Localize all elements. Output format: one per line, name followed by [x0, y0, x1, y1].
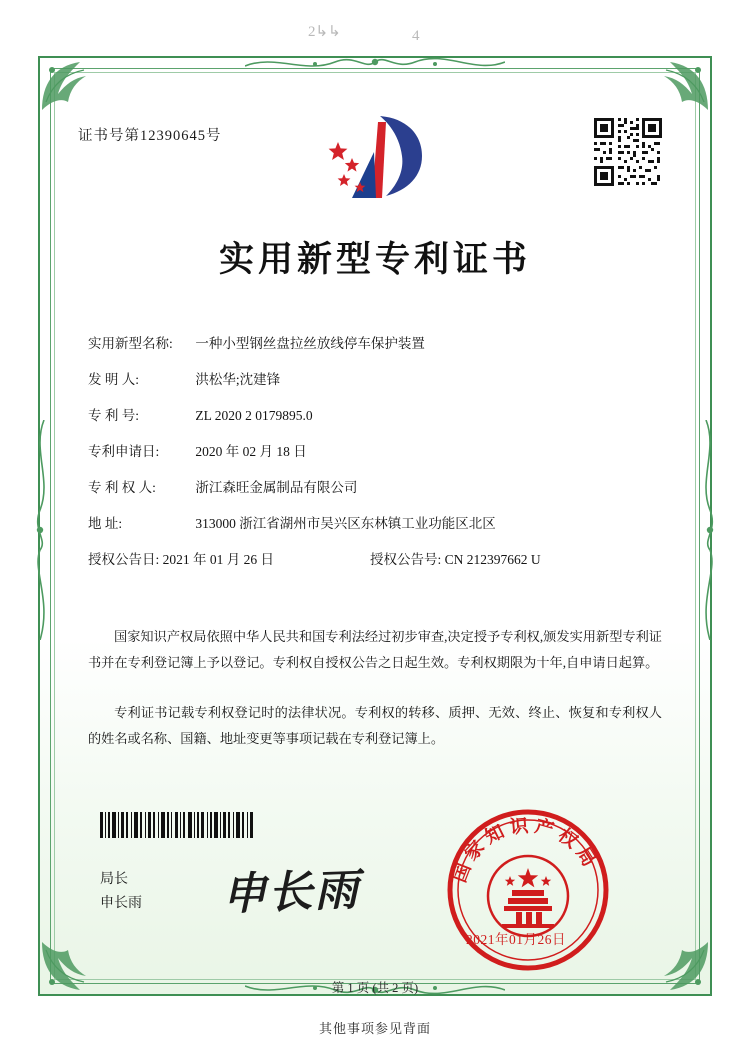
field-label: 发 明 人:: [88, 372, 140, 387]
cnipa-emblem-icon: [322, 112, 430, 210]
top-mark-1: 2↳↳: [308, 24, 341, 40]
seal-date: 2021年01月26日: [466, 932, 566, 947]
grant-number-label: 授权公告号:: [370, 552, 442, 567]
grant-date-value: 2021 年 01 月 26 日: [162, 552, 275, 567]
paragraph-text: 专利证书记载专利权登记时的法律状况。专利权的转移、质押、无效、终止、恢复和专利权人的姓名或名称、国籍、地址变更等事项记载在专利登记簿上。: [88, 705, 662, 746]
right-border-ornament-icon: [698, 420, 720, 640]
corner-ornament-icon: [40, 58, 94, 112]
page-title: 实用新型专利证书: [218, 240, 531, 279]
director-name-label: 申长雨: [100, 896, 142, 911]
field-value: 一种小型钢丝盘拉丝放线停车保护装置: [195, 336, 425, 351]
left-border-ornament-icon: [30, 420, 52, 640]
page-indicator: 第 1 页 (共 2 页): [331, 981, 419, 995]
seal-text-path: 国家知识产权局: [450, 816, 602, 886]
field-row-inventor: [88, 362, 668, 398]
grant-date-label: 授权公告日:: [88, 552, 160, 567]
footer-note: 其他事项参见背面: [318, 1021, 431, 1036]
field-label: 专利申请日:: [88, 444, 160, 459]
field-value: 2020 年 02 月 18 日: [195, 444, 307, 459]
field-row-grant-announcement: [88, 542, 668, 578]
top-mark-2: 4: [412, 28, 420, 44]
qr-code-icon: [592, 116, 664, 188]
field-row-patentee: [88, 470, 668, 506]
field-value: 洪松华;沈建锋: [195, 372, 281, 387]
field-row-patent-number: [88, 398, 668, 434]
field-value: 浙江森旺金属制品有限公司: [195, 480, 358, 495]
field-row-utility-model-name: [88, 326, 668, 362]
grant-number-value: CN 212397662 U: [444, 552, 541, 567]
official-seal-icon: [444, 806, 612, 974]
top-handwriting-marks: [0, 22, 750, 54]
field-label: 专 利 号:: [88, 408, 140, 423]
certificate-number: 证书号第12390645号: [78, 128, 222, 144]
field-row-address: [88, 506, 668, 542]
field-value: 313000 浙江省湖州市吴兴区东林镇工业功能区北区: [195, 516, 496, 531]
barcode-icon: [100, 812, 256, 838]
field-list: [88, 326, 668, 578]
field-label: 实用新型名称:: [88, 336, 173, 351]
field-label: 专 利 权 人:: [88, 480, 156, 495]
signature-block: [100, 868, 142, 916]
legal-paragraph-1: [88, 624, 662, 676]
handwritten-signature: 申长雨: [221, 865, 361, 920]
paragraph-text: 国家知识产权局依照中华人民共和国专利法经过初步审查,决定授予专利权,颁发实用新型专利证书并在专利登记簿上予以登记。专利权自授权公告之日起生效。专利权期限为十年,自申请日起算。: [88, 629, 662, 670]
top-border-ornament-icon: [245, 52, 505, 74]
legal-paragraph-2: [88, 700, 662, 752]
director-title-label: 局长: [100, 872, 128, 887]
field-row-application-date: [88, 434, 668, 470]
field-label: 地 址:: [88, 516, 123, 531]
corner-ornament-icon: [656, 58, 710, 112]
grant-number-group: [370, 542, 541, 578]
field-value: ZL 2020 2 0179895.0: [195, 408, 313, 423]
